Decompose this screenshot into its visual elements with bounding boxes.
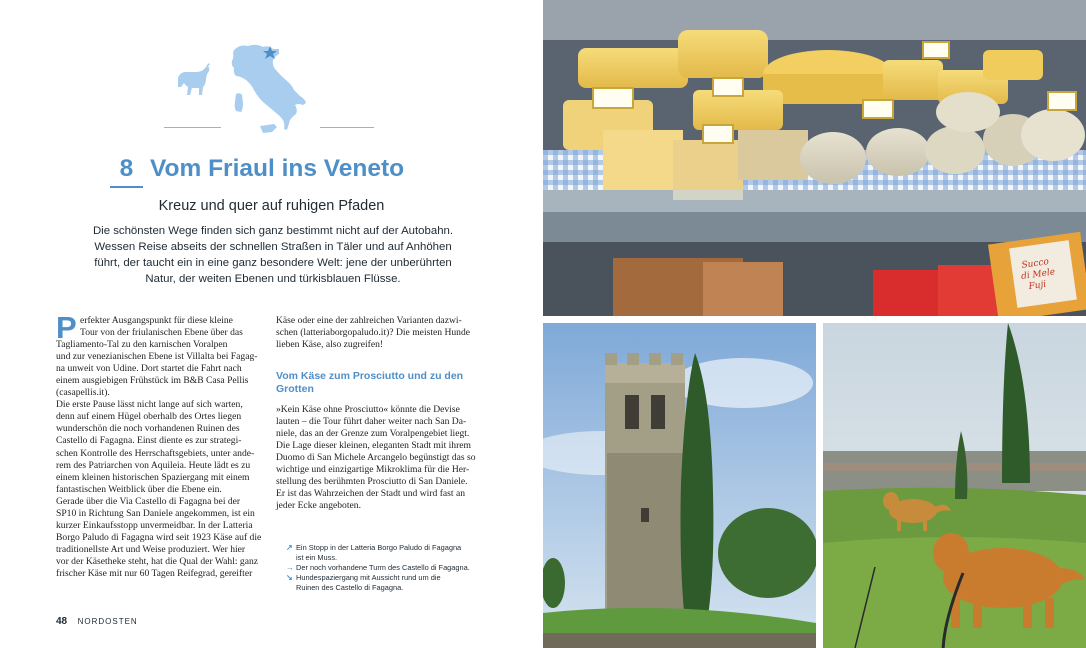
body-text-line: Er ist das Wahrzeichen der Stadt und wird fast an: [276, 488, 466, 500]
box-label-line: Succo: [1020, 257, 1050, 271]
chapter-name: Vom Friaul ins Veneto: [150, 155, 405, 182]
body-text-line: Duomo di San Michele Arcangelo begünstigt das so: [276, 452, 476, 464]
box-label-line: Fuji: [1027, 279, 1047, 293]
caption-arrow-icon: ↘: [286, 573, 293, 582]
section-name: NORDOSTEN: [77, 617, 138, 626]
intro-line: Die schönsten Wege finden sich ganz bestimmt nicht auf der Autobahn.: [92, 225, 454, 237]
body-text-line: erfekter Ausgangspunkt für diese kleine: [80, 315, 233, 326]
box-label-line: di Mele: [1020, 267, 1056, 283]
body-text-line: schen (latteriaborgopaludo.it)? Die meisten Hunde: [276, 327, 471, 339]
caption-text-line: ist ein Muss.: [296, 553, 338, 562]
caption-text-line: Ruinen des Castello di Fagagna.: [296, 583, 404, 592]
page-footer: [56, 611, 138, 629]
caption-text-line: Hundespaziergang mit Aussicht rund um die: [296, 573, 441, 582]
chapter-number: 8: [119, 155, 134, 182]
body-text-line: Tagliamento-Tal zu den karnischen Voralpen: [56, 339, 228, 351]
photo-captions: [286, 543, 496, 593]
photo-dogs-walk: [823, 323, 1086, 648]
map-header: [164, 38, 374, 138]
body-text-line: wichtige und einzigartige Mikroklima für die Her-: [276, 464, 470, 476]
body-text-line: na unweit von Udine. Dort startet die Fahrt nach: [56, 363, 242, 375]
caption-item: [286, 563, 496, 573]
caption-arrow-icon: ↗: [286, 543, 293, 552]
body-text-line: Castello di Fagagna. Einst diente es zur strategi-: [56, 435, 242, 447]
body-text-line: vor der Käsetheke steht, hat die Qual der Wahl: ganz: [56, 555, 259, 567]
body-text-line: Die erste Pause lässt nicht lange auf sich warten,: [56, 399, 243, 411]
caption-item: [286, 543, 496, 563]
intro-paragraph: [85, 223, 461, 287]
body-text-line: Käse oder eine der zahlreichen Varianten dazwi-: [276, 315, 462, 326]
italy-mainland: [232, 45, 306, 130]
drop-cap: P: [56, 310, 77, 345]
body-column-right-top: [276, 315, 489, 351]
body-text-line: stellung des berühmten Prosciutto di San Daniele.: [276, 476, 468, 488]
body-text-line: lauten – die Tour führt daher weiter nach San Da-: [276, 416, 467, 428]
body-text-line: Tour von der friulanischen Ebene über das: [80, 327, 243, 339]
body-text-line: traditionellste Art und Weise produziert. Wer hier: [56, 543, 246, 555]
chapter-title: [110, 155, 440, 189]
caption-text-line: Ein Stopp in der Latteria Borgo Paludo di Fagagna: [296, 543, 462, 552]
section-heading-line: Grotten: [276, 383, 314, 395]
body-text-line: lieben Käse, also zugreifen!: [276, 339, 384, 351]
intro-line: führt, der taucht ein in eine ganz besondere Welt: jene der unberührten: [94, 257, 452, 269]
body-text-line: niele, das an der Grenze zum Voralpengebiet liegt.: [276, 428, 470, 440]
body-text-line: schen Kontrolle des Herrschaftsgebiets, unter ande-: [56, 447, 255, 459]
caption-text-line: Der noch vorhandene Turm des Castello di Fagagna.: [296, 563, 470, 572]
body-column-right-bottom: [276, 404, 489, 512]
body-text-line: SP10 in Richtung San Daniele angekommen, ist ein: [56, 507, 255, 519]
body-text-line: jeder Ecke angeboten.: [276, 500, 361, 512]
body-text-line: denn auf einem Hügel oberhalb des Ortes liegen: [56, 411, 242, 423]
page-number: 48: [56, 616, 68, 627]
intro-line: Wessen Reise abseits der schnellen Straßen in Täler und auf Anhöhen: [94, 241, 452, 253]
body-text-line: fantastischen Weitblick über die Ebene ein.: [56, 483, 222, 495]
body-text-line: Die Lage dieser kleinen, eleganten Stadt mit ihrem: [276, 440, 472, 452]
sicily: [260, 124, 277, 133]
bull-icon: [178, 63, 210, 95]
italy-map-icon: [164, 38, 374, 138]
intro-line: Natur, der weiten Ebenen und türkisblauen Flüsse.: [145, 273, 401, 285]
section-heading: [276, 370, 476, 396]
body-text-line: einem kleinen historischen Spaziergang mit einem: [56, 471, 250, 483]
caption-arrow-icon: →: [286, 563, 294, 572]
chapter-number-underline: [110, 186, 143, 188]
body-text-line: wunderschön die noch vorhandenen Ruinen des: [56, 423, 240, 435]
body-text-line: frischer Käse mit nur 60 Tagen Reifegrad, gereifter: [56, 567, 253, 579]
body-text-line: Gerade über die Via Castello di Fagagna bei der: [56, 495, 241, 507]
body-text-line: und zur venezianischen Ebene ist Villalta bei Fagag-: [56, 351, 258, 363]
body-text-line: (casapellis.it).: [56, 387, 110, 399]
body-text-line: »Kein Käse ohne Prosciutto« könnte die Devise: [276, 404, 460, 415]
body-text-line: rem des Patriarchen von Aquileia. Heute lädt es zu: [56, 459, 251, 471]
sardinia: [235, 93, 243, 112]
body-text-line: einem ausgiebigen Frühstück im B&B Casa Pellis: [56, 375, 249, 387]
body-column-left: [56, 310, 269, 580]
photo-cheese-counter: [543, 0, 1086, 316]
body-text-line: Borgo Paludo di Fagagna wird seit 1923 Käse auf die: [56, 531, 262, 543]
caption-item: [286, 573, 496, 593]
photo-castle-tower: [543, 323, 816, 648]
body-text-line: kurzer Einkaufsstopp unvermeidbar. In der Latteria: [56, 519, 253, 531]
section-heading-line: Vom Käse zum Prosciutto und zu den: [276, 370, 464, 382]
chapter-subtitle: Kreuz und quer auf ruhigen Pfaden: [158, 198, 385, 214]
